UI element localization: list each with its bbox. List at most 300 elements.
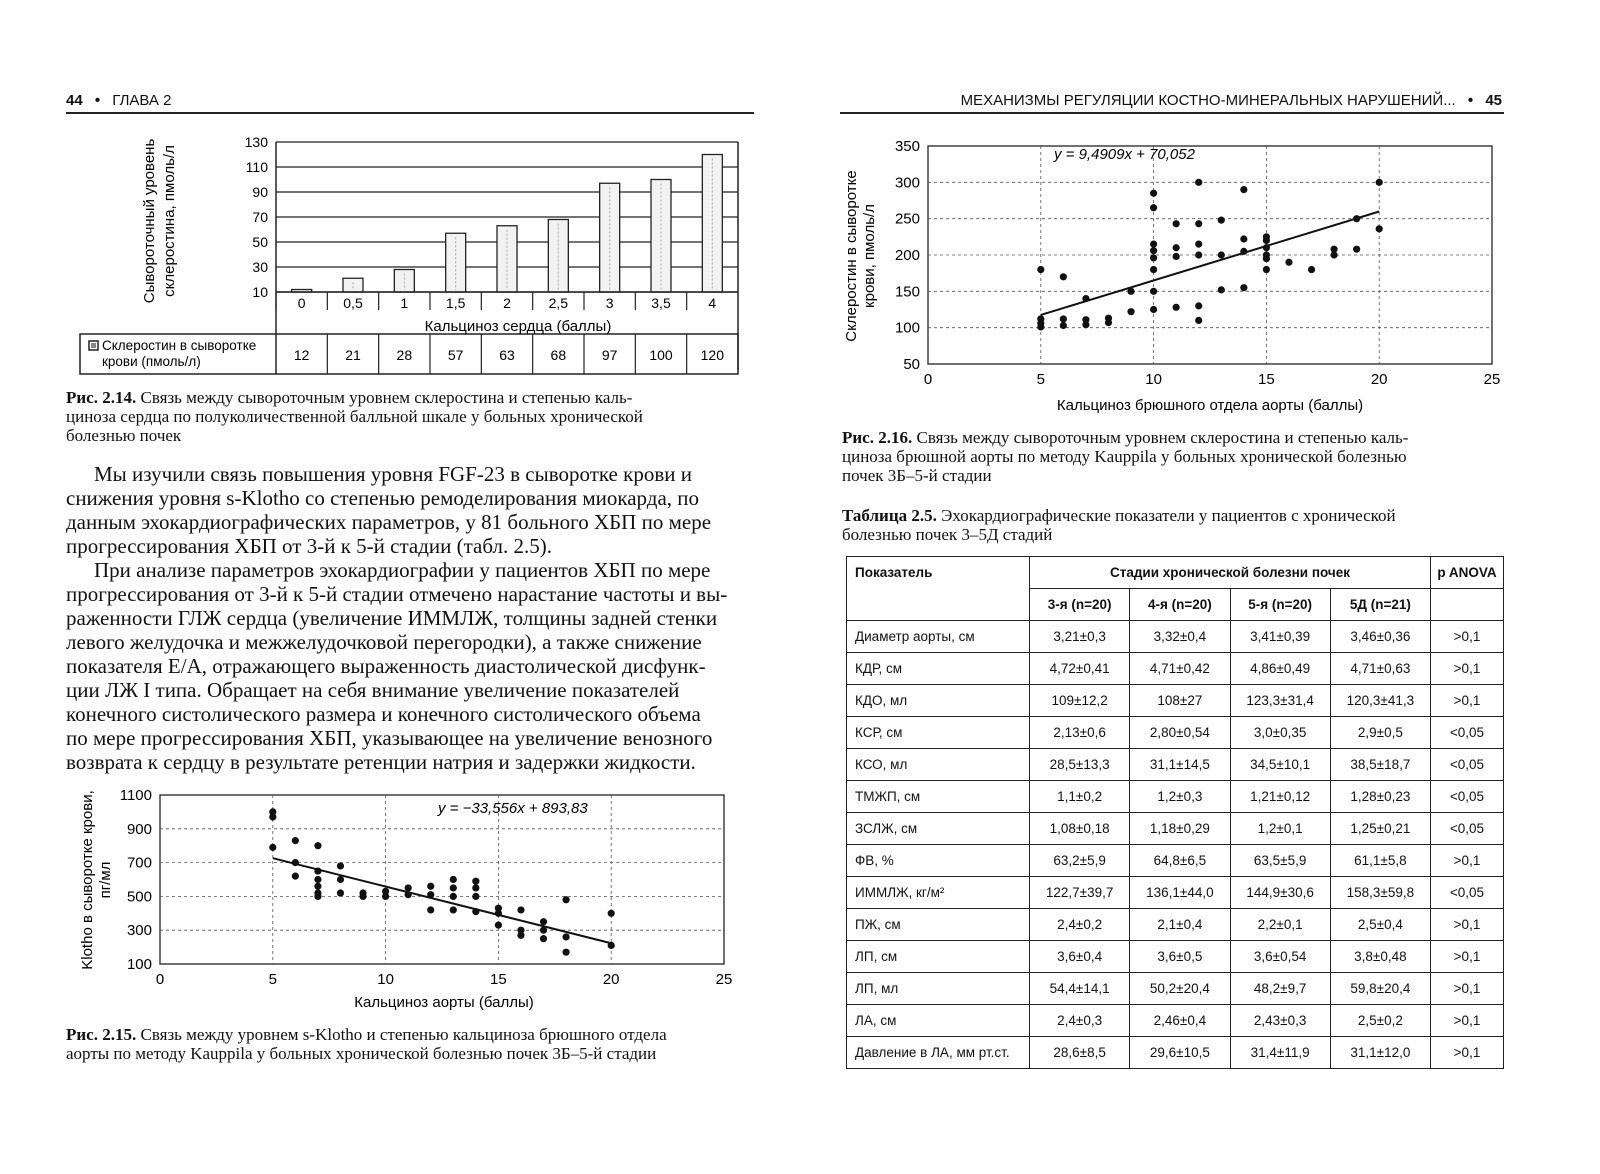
fig-2-16-caption-label: Рис. 2.16. (842, 428, 913, 447)
data-point (405, 891, 412, 898)
x-tick-label: 1,5 (445, 295, 466, 311)
paragraph-2-line5: показателя Е/А, отражающего выраженность диастолической дисфунк- (66, 654, 706, 678)
data-label: 57 (447, 347, 464, 363)
x-tick-label: 1 (400, 295, 409, 311)
paragraph-2-line6: ции ЛЖ I типа. Обращает на себя внимание увеличение показателей (66, 678, 680, 702)
table-cell-value: 50,2±20,4 (1130, 973, 1230, 1005)
data-point (1376, 179, 1383, 186)
data-point (1082, 295, 1089, 302)
fig-2-16-caption-line2: циноза брюшной аорты по методу Kauppila у больных хронической болезнью (842, 447, 1407, 466)
y-tick-label: 300 (126, 922, 152, 940)
table-cell-value: 63,2±5,9 (1030, 845, 1130, 877)
table-cell-value: 38,5±18,7 (1330, 749, 1430, 781)
data-point (1263, 237, 1270, 244)
fig-2-14-bars (292, 155, 723, 294)
table-cell-value: >0,1 (1431, 845, 1504, 877)
table-cell-indicator: КСО, мл (847, 749, 1030, 781)
table-row (847, 973, 1504, 1005)
data-point (1285, 259, 1292, 266)
table-cell-value: 122,7±39,7 (1030, 877, 1130, 909)
y-tick-label: 30 (252, 259, 268, 275)
left-running-head (66, 92, 171, 109)
table-cell-value: 1,18±0,29 (1130, 813, 1230, 845)
y-tick-label: 50 (252, 234, 268, 250)
data-point (1218, 251, 1225, 258)
paragraph-1-line2: снижения уровня s-Klotho со степенью ремоделирования миокарда, по (66, 486, 700, 510)
table-cell-value: 3,32±0,4 (1130, 621, 1230, 653)
right-running-title: МЕХАНИЗМЫ РЕГУЛЯЦИИ КОСТНО-МИНЕРАЛЬНЫХ НАРУШЕНИЙ... (960, 92, 1456, 109)
table-row (847, 781, 1504, 813)
data-label: 63 (499, 347, 515, 363)
table-cell-value: 4,71±0,63 (1330, 653, 1430, 685)
y-tick-label: 100 (894, 319, 920, 337)
table-cell-value: 31,1±14,5 (1130, 749, 1230, 781)
data-point (472, 878, 479, 885)
paragraph-2-line8: по мере прогрессирования ХБП, указывающее на увеличение венозного (66, 726, 713, 750)
table-cell-value: 3,6±0,54 (1230, 941, 1330, 973)
table-cell-value: 4,86±0,49 (1230, 653, 1330, 685)
table-cell-value: >0,1 (1431, 1037, 1504, 1069)
table-cell-indicator: Диаметр аорты, см (847, 621, 1030, 653)
table-cell-value: 108±27 (1130, 685, 1230, 717)
data-point (427, 883, 434, 890)
fig-2-15-chart (66, 775, 756, 1015)
y-tick-label: 250 (894, 210, 920, 228)
data-point (1150, 266, 1157, 273)
data-point (1150, 247, 1157, 254)
data-point (472, 884, 479, 891)
table-cell-value: 2,9±0,5 (1330, 717, 1430, 749)
fig-2-14-caption-label: Рис. 2.14. (66, 388, 137, 407)
table-cell-value: 29,6±10,5 (1130, 1037, 1230, 1069)
table-cell-value: >0,1 (1431, 685, 1504, 717)
left-page-number: 44 (66, 92, 83, 109)
data-point (314, 893, 321, 900)
x-tick-label: 20 (602, 971, 620, 988)
fig-2-16-chart (836, 128, 1516, 418)
paragraph-1-line3: данным эхокардиографических параметров, у 81 больного ХБП по мере (66, 510, 712, 534)
data-point (1218, 217, 1225, 224)
data-label: 21 (345, 347, 361, 363)
x-tick-label: 2,5 (548, 295, 569, 311)
table-cell-indicator: КСР, см (847, 717, 1030, 749)
y-tick-label: 900 (126, 820, 152, 838)
table-cell-indicator: ЛП, мл (847, 973, 1030, 1005)
table-cell-value: 2,5±0,4 (1330, 909, 1430, 941)
data-point (337, 876, 344, 883)
fig-2-16-caption-line1: Связь между сывороточным уровнем склеростина и степенью каль- (916, 428, 1409, 447)
table-row (847, 877, 1504, 909)
data-point (1127, 288, 1134, 295)
data-point (1173, 253, 1180, 260)
table-cell-indicator: ТМЖП, см (847, 781, 1030, 813)
data-point (1037, 266, 1044, 273)
data-point (450, 906, 457, 913)
data-label: 120 (700, 347, 725, 363)
data-point (1060, 273, 1067, 280)
table-cell-value: 2,5±0,2 (1330, 1005, 1430, 1037)
table-cell-indicator: КДР, см (847, 653, 1030, 685)
data-point (292, 859, 299, 866)
fig-2-14-legend-line1: Склеростин в сыворотке (102, 338, 257, 353)
table-cell-value: >0,1 (1431, 973, 1504, 1005)
data-label: 68 (550, 347, 567, 363)
data-point (472, 908, 479, 915)
fig-2-15-caption-line1: Связь между уровнем s-Klotho и степенью кальциноза брюшного отдела (140, 1025, 667, 1044)
y-tick-label: 300 (894, 174, 920, 192)
fig-2-15-caption-line2: аорты по методу Kauppila у больных хронической болезнью почек 3Б–5-й стадии (66, 1044, 657, 1063)
data-label: 12 (293, 347, 310, 363)
fig-2-16-equation: y = 9,4909x + 70,052 (1054, 146, 1195, 163)
y-tick-label: 200 (894, 247, 920, 264)
data-point (1195, 302, 1202, 309)
table-row (847, 941, 1504, 973)
table-row (847, 653, 1504, 685)
data-point (1263, 244, 1270, 251)
table-cell-value: 2,46±0,4 (1130, 1005, 1230, 1037)
data-point (1173, 220, 1180, 227)
fig-2-15-caption (66, 1025, 756, 1063)
table-cell-value: 63,5±5,9 (1230, 845, 1330, 877)
table-cell-value: <0,05 (1431, 813, 1504, 845)
data-point (337, 862, 344, 869)
data-point (1150, 204, 1157, 211)
x-tick-label: 0,5 (343, 295, 363, 311)
fig-2-15-xlabel: Кальциноз аорты (баллы) (354, 994, 534, 1011)
data-point (314, 883, 321, 890)
table-row (847, 909, 1504, 941)
y-tick-label: 110 (245, 159, 268, 175)
table-cell-indicator: КДО, мл (847, 685, 1030, 717)
y-tick-label: 100 (126, 956, 152, 973)
data-point (269, 813, 276, 820)
x-tick-label: 3,5 (651, 295, 671, 311)
fig-2-16-xlabel: Кальциноз брюшного отдела аорты (баллы) (1056, 397, 1364, 414)
subheader-stage5d: 5Д (n=21) (1330, 589, 1430, 621)
data-point (450, 884, 457, 891)
data-point (427, 891, 434, 898)
table-cell-value: 144,9±30,6 (1230, 877, 1330, 909)
left-head-rule (66, 112, 754, 114)
table-cell-value: 31,1±12,0 (1330, 1037, 1430, 1069)
data-point (292, 873, 299, 880)
data-point (1150, 241, 1157, 248)
table-cell-value: 1,21±0,12 (1230, 781, 1330, 813)
fig-2-14-caption-line1: Связь между сывороточным уровнем склеростина и степенью каль- (140, 388, 633, 407)
paragraph-2-line9: возврата к сердцу в результате ретенции натрия и задержки жидкости. (66, 750, 696, 774)
data-point (382, 893, 389, 900)
x-tick-label: 20 (1370, 371, 1388, 388)
table-cell-indicator: ЛА, см (847, 1005, 1030, 1037)
table-row (847, 813, 1504, 845)
subheader-stage4: 4-я (n=20) (1130, 589, 1230, 621)
data-point (314, 842, 321, 849)
fig-2-14-ylabel-line2: склеростина, пмоль/л (161, 145, 178, 297)
subheader-stage5: 5-я (n=20) (1230, 589, 1330, 621)
table-cell-value: >0,1 (1431, 621, 1504, 653)
fig-2-15-plot (120, 787, 733, 988)
data-point (1353, 215, 1360, 222)
table-cell-indicator: ЛП, см (847, 941, 1030, 973)
table-cell-value: <0,05 (1431, 749, 1504, 781)
subheader-stage3: 3-я (n=20) (1030, 589, 1130, 621)
right-running-head (961, 92, 1502, 109)
table-cell-value: 28,5±13,3 (1030, 749, 1130, 781)
data-point (450, 893, 457, 900)
bar (343, 278, 363, 292)
fig-2-14-legend-line2: крови (пмоль/л) (102, 354, 201, 369)
fig-2-14-y-ticks (245, 134, 269, 300)
data-label: 28 (396, 347, 413, 363)
table-2-5-caption (842, 506, 1504, 544)
data-point (1263, 266, 1270, 273)
table-cell-value: >0,1 (1431, 941, 1504, 973)
y-tick-label: 350 (894, 138, 920, 155)
x-tick-label: 0 (297, 295, 306, 311)
data-point (495, 922, 502, 929)
legend-swatch-inner (91, 343, 96, 348)
table-cell-value: 3,8±0,48 (1330, 941, 1430, 973)
data-point (562, 949, 569, 956)
y-tick-label: 70 (252, 209, 268, 225)
fig-2-14-chart (70, 126, 750, 376)
data-point (1195, 317, 1202, 324)
subheader-empty (1431, 589, 1504, 621)
table-cell-value: 136,1±44,0 (1130, 877, 1230, 909)
fig-2-14-caption-line2: циноза сердца по полуколичественной балльной шкале у больных хронической (66, 407, 643, 426)
table-cell-value: 54,4±14,1 (1030, 973, 1130, 1005)
paragraph-2-line7: конечного систолического размера и конечного систолического объема (66, 702, 701, 726)
table-header-row (847, 557, 1504, 589)
data-point (359, 893, 366, 900)
fig-2-14-caption (66, 388, 756, 445)
data-point (1308, 266, 1315, 273)
table-2-5-caption-label: Таблица 2.5. (842, 506, 937, 525)
left-chapter-title: ГЛАВА 2 (112, 92, 172, 109)
data-point (314, 867, 321, 874)
data-point (562, 933, 569, 940)
header-stages: Стадии хронической болезни почек (1030, 557, 1431, 589)
paragraph-2-line1: При анализе параметров эхокардиографии у пациентов ХБП по мере (94, 558, 711, 582)
data-point (427, 906, 434, 913)
table-row (847, 621, 1504, 653)
table-cell-value: 28,6±8,5 (1030, 1037, 1130, 1069)
table-cell-value: 3,21±0,3 (1030, 621, 1130, 653)
header-p-anova: p ANOVA (1431, 557, 1504, 589)
data-point (540, 918, 547, 925)
data-point (1150, 288, 1157, 295)
x-tick-label: 10 (1145, 371, 1162, 388)
x-tick-label: 5 (1036, 371, 1045, 388)
table-cell-indicator: ПЖ, см (847, 909, 1030, 941)
table-cell-indicator: ФВ, % (847, 845, 1030, 877)
table-2-5 (846, 556, 1504, 1069)
x-tick-label: 5 (268, 971, 277, 988)
right-page-number: 45 (1485, 92, 1502, 109)
fig-2-16-ylabel-line1: Склеростин в сыворотке (843, 170, 860, 342)
table-cell-value: 158,3±59,8 (1330, 877, 1430, 909)
data-point (1173, 304, 1180, 311)
fig-2-14-ylabel-line1: Сывороточный уровень (141, 138, 158, 304)
table-cell-value: 3,46±0,36 (1330, 621, 1430, 653)
fig-2-16-ylabel-line2: крови, пмоль/л (861, 204, 878, 308)
table-cell-value: 1,28±0,23 (1330, 781, 1430, 813)
table-cell-value: 48,2±9,7 (1230, 973, 1330, 1005)
data-point (540, 927, 547, 934)
table-row (847, 1037, 1504, 1069)
paragraph-2-line2: прогрессирования от 3-й к 5-й стадии отмечено нарастание частоты и вы- (66, 582, 728, 606)
data-point (1353, 246, 1360, 253)
table-cell-value: 1,08±0,18 (1030, 813, 1130, 845)
fig-2-16-plot (895, 138, 1500, 388)
table-cell-value: 3,0±0,35 (1230, 717, 1330, 749)
data-point (1150, 190, 1157, 197)
trendline (1041, 211, 1379, 314)
data-point (292, 837, 299, 844)
x-tick-label: 0 (923, 371, 933, 388)
data-point (1082, 321, 1089, 328)
table-2-5-caption-line2: болезнью почек 3–5Д стадий (842, 525, 1053, 544)
data-point (337, 889, 344, 896)
data-point (608, 910, 615, 917)
data-point (562, 896, 569, 903)
paragraph-1-line4: прогрессирования ХБП от 3-й к 5-й стадии (табл. 2.5). (66, 534, 552, 558)
table-cell-value: <0,05 (1431, 877, 1504, 909)
table-cell-value: 4,71±0,42 (1130, 653, 1230, 685)
x-tick-label: 25 (715, 971, 733, 988)
table-cell-value: 1,25±0,21 (1330, 813, 1430, 845)
table-cell-value: 3,6±0,5 (1130, 941, 1230, 973)
paragraph-2-line4: левого желудочка и межжелудочковой перегородки), а также снижение (66, 630, 702, 654)
data-point (1173, 244, 1180, 251)
paragraph-1-line1: Мы изучили связь повышения уровня FGF-23 в сыворотке крови и (94, 462, 692, 486)
x-tick-label: 25 (1483, 371, 1501, 388)
x-tick-label: 15 (1258, 371, 1275, 388)
x-tick-label: 0 (155, 971, 165, 988)
table-row (847, 1005, 1504, 1037)
table-cell-value: 2,80±0,54 (1130, 717, 1230, 749)
data-point (1263, 255, 1270, 262)
data-point (517, 906, 524, 913)
plot-frame (160, 795, 724, 964)
table-cell-value: 34,5±10,1 (1230, 749, 1330, 781)
table-cell-value: 1,2±0,3 (1130, 781, 1230, 813)
data-point (1218, 286, 1225, 293)
body-text (66, 462, 756, 774)
data-point (1330, 251, 1337, 258)
table-cell-value: 1,2±0,1 (1230, 813, 1330, 845)
x-tick-label: 15 (490, 971, 507, 988)
data-point (1240, 235, 1247, 242)
data-point (608, 942, 615, 949)
data-point (1240, 284, 1247, 291)
data-point (1376, 225, 1383, 232)
data-point (1195, 241, 1202, 248)
table-cell-value: 64,8±6,5 (1130, 845, 1230, 877)
table-cell-value: 2,2±0,1 (1230, 909, 1330, 941)
table-cell-value: 120,3±41,3 (1330, 685, 1430, 717)
data-point (1127, 308, 1134, 315)
table-cell-value: 31,4±11,9 (1230, 1037, 1330, 1069)
table-cell-value: 2,4±0,2 (1030, 909, 1130, 941)
table-cell-value: >0,1 (1431, 1005, 1504, 1037)
data-label: 100 (649, 347, 673, 363)
table-cell-value: <0,05 (1431, 781, 1504, 813)
fig-2-15-equation: y = −33,556x + 893,83 (438, 800, 588, 817)
x-tick-label: 3 (605, 295, 614, 311)
table-cell-value: >0,1 (1431, 653, 1504, 685)
table-row (847, 685, 1504, 717)
table-cell-value: <0,05 (1431, 717, 1504, 749)
table-cell-value: 2,4±0,3 (1030, 1005, 1130, 1037)
y-tick-label: 500 (126, 888, 152, 906)
x-tick-label: 4 (708, 295, 717, 311)
fig-2-14-caption-line3: болезнью почек (66, 426, 182, 445)
table-cell-value: 109±12,2 (1030, 685, 1130, 717)
data-point (472, 893, 479, 900)
table-cell-indicator: ИММЛЖ, кг/м² (847, 877, 1030, 909)
fig-2-15-caption-label: Рис. 2.15. (66, 1025, 137, 1044)
data-point (1195, 179, 1202, 186)
table-cell-value: 59,8±20,4 (1330, 973, 1430, 1005)
table-cell-value: 4,72±0,41 (1030, 653, 1130, 685)
table-cell-value: 2,43±0,3 (1230, 1005, 1330, 1037)
table-2-5-caption-line1: Эхокардиографические показатели у пациентов с хронической (941, 506, 1396, 525)
y-tick-label: 90 (252, 184, 268, 200)
data-point (269, 844, 276, 851)
data-point (1037, 323, 1044, 330)
fig-2-16-caption (842, 428, 1504, 485)
header-indicator: Показатель (847, 557, 1030, 621)
y-tick-label: 150 (894, 283, 920, 301)
table-cell-indicator: ЗСЛЖ, см (847, 813, 1030, 845)
data-point (517, 932, 524, 939)
table-cell-value: 2,1±0,4 (1130, 909, 1230, 941)
table-cell-indicator: Давление в ЛА, мм рт.ст. (847, 1037, 1030, 1069)
y-tick-label: 700 (126, 854, 152, 872)
paragraph-2-line3: раженности ГЛЖ сердца (увеличение ИММЛЖ, толщины задней стенки (66, 606, 718, 630)
data-point (405, 884, 412, 891)
data-point (495, 910, 502, 917)
table-cell-value: 2,13±0,6 (1030, 717, 1130, 749)
fig-2-15-ylabel-line2: пг/мл (97, 861, 114, 899)
data-point (1240, 186, 1247, 193)
table-row (847, 749, 1504, 781)
data-point (1060, 315, 1067, 322)
data-point (1060, 322, 1067, 329)
y-tick-label: 130 (244, 134, 268, 150)
table-cell-value: 61,1±5,8 (1330, 845, 1430, 877)
fig-2-15-ylabel-line1: Klotho в сыворотке крови, (79, 790, 96, 970)
y-tick-label: 1100 (119, 787, 152, 804)
data-point (1240, 248, 1247, 255)
data-point (1150, 254, 1157, 261)
data-point (540, 935, 547, 942)
table-cell-value: 3,6±0,4 (1030, 941, 1130, 973)
table-row (847, 717, 1504, 749)
x-tick-label: 2 (503, 295, 511, 311)
x-tick-label: 10 (377, 971, 394, 988)
fig-2-16-caption-line3: почек 3Б–5-й стадии (842, 466, 992, 485)
table-cell-value: 3,41±0,39 (1230, 621, 1330, 653)
table-cell-value: 123,3±31,4 (1230, 685, 1330, 717)
data-point (1195, 251, 1202, 258)
fig-2-14-xlabel: Кальциноз сердца (баллы) (424, 318, 612, 335)
table-cell-value: >0,1 (1431, 909, 1504, 941)
right-head-bullet: • (1467, 92, 1474, 109)
table-cell-value: 1,1±0,2 (1030, 781, 1130, 813)
left-head-bullet: • (94, 92, 101, 109)
